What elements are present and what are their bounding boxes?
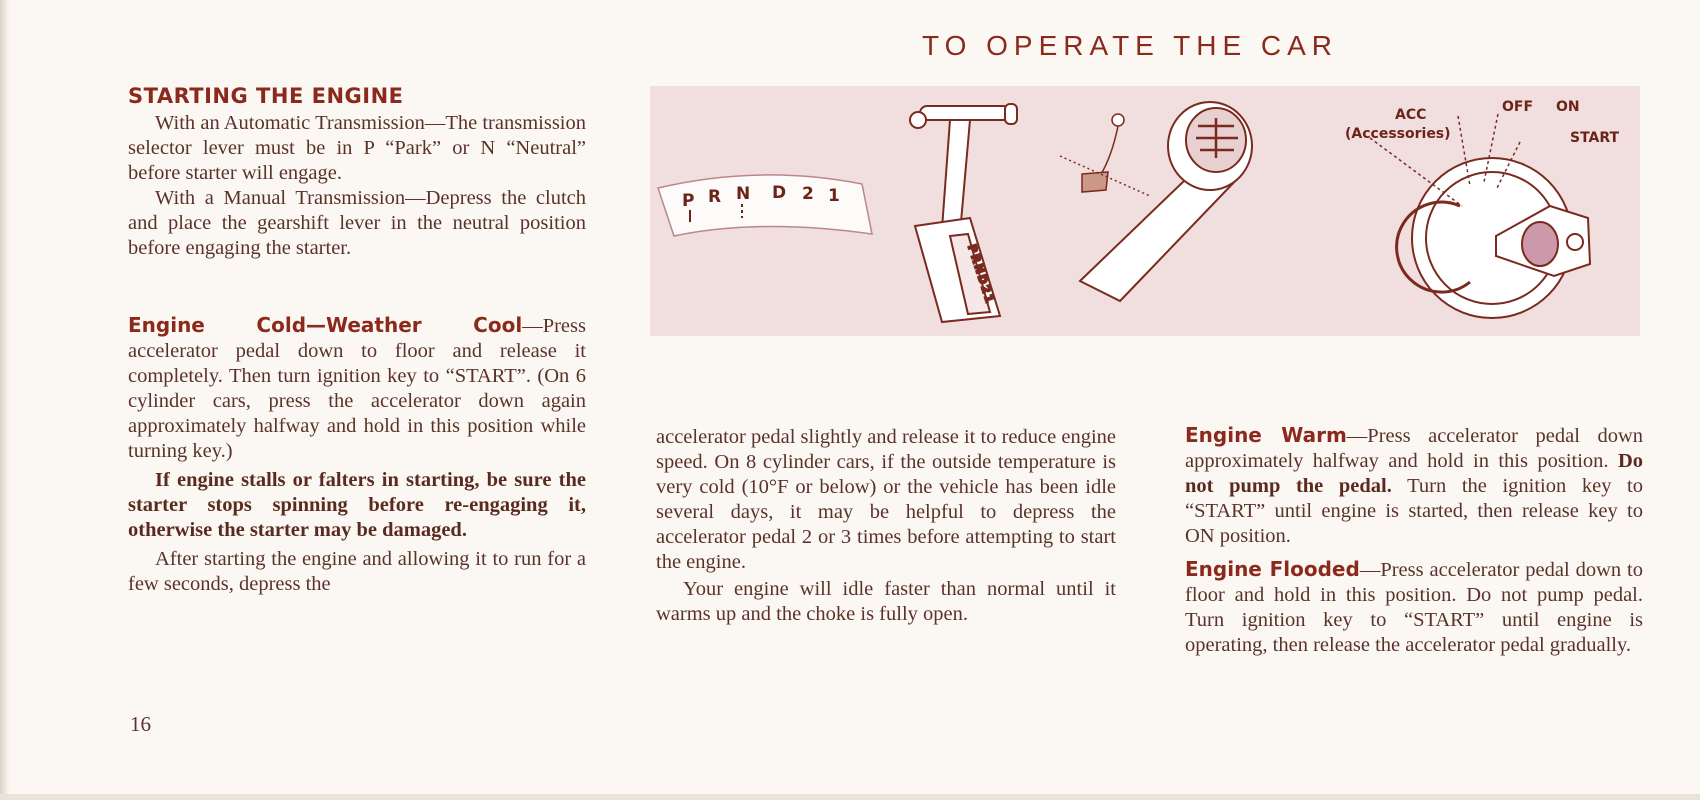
page-number: 16	[130, 712, 151, 736]
controls-illustration	[650, 86, 1640, 336]
starter-warning: If engine stalls or falters in starting, be sure the starter stops spinning before re-engaging it, otherwise the starter may be damaged.	[128, 469, 586, 541]
column-right	[1185, 423, 1643, 658]
ignition-label-on: ON	[1556, 99, 1580, 115]
automatic-transmission-paragraph: With an Automatic Transmission—The transmission selector lever must be in P “Park” or N “Neutral” before starter will engage.	[128, 112, 586, 184]
controls-illustration-svg	[650, 86, 1640, 336]
ignition-label-start: START	[1570, 130, 1620, 146]
gear-1: 1	[828, 186, 840, 206]
engine-flooded-text: —Press accelerator pedal down to floor and hold in this position. Do not pump pedal. Turn ignition key to “START” until engine is operating, then release the accelerator pedal gradually.	[1185, 559, 1643, 656]
ignition-label-off: OFF	[1502, 99, 1534, 115]
after-starting-paragraph: After starting the engine and allowing it to run for a few seconds, depress the	[128, 548, 586, 595]
engine-cold-paragraph	[128, 313, 586, 464]
gear-2: 2	[802, 184, 814, 204]
section-title: STARTING THE ENGINE	[128, 84, 404, 108]
shift-knob-icon	[1080, 102, 1252, 301]
manual-transmission-paragraph: With a Manual Transmission—Depress the clutch and place the gearshift lever in the neutral position before engaging the starter.	[128, 187, 586, 259]
ignition-label-accessories: (Accessories)	[1345, 126, 1451, 142]
engine-flooded-paragraph	[1185, 557, 1643, 658]
gear-p: P	[682, 191, 695, 211]
accelerator-paragraph: accelerator pedal slightly and release it to reduce engine speed. On 8 cylinder cars, if the outside temperature is very cold (10°F or below) or the vehicle has been idle several days, it may be helpful to depress the accelerator pedal 2 or 3 times before attempting to start the engine.	[656, 426, 1116, 573]
engine-warm-text-a: —Press accelerator pedal down approximately halfway and hold in this position.	[1185, 425, 1643, 472]
engine-warm-heading: Engine Warm	[1185, 423, 1347, 447]
page-binding-edge	[0, 0, 10, 800]
column-lever-markings: PRND21	[965, 242, 997, 307]
engine-warm-text-b: Turn the ignition key to “START” until engine is started, then release key to ON position.	[1185, 475, 1643, 547]
column-left	[128, 84, 586, 597]
do-not-pump-warning: Do not pump the pedal.	[1185, 450, 1643, 497]
column-middle	[656, 425, 1116, 627]
gear-r: R	[708, 187, 722, 207]
ignition-label-acc: ACC	[1395, 107, 1427, 123]
page-bottom-edge	[0, 794, 1700, 800]
idle-paragraph: Your engine will idle faster than normal until it warms up and the choke is fully open.	[656, 578, 1116, 625]
manual-stick-icon	[1060, 114, 1150, 196]
engine-warm-paragraph	[1185, 423, 1643, 549]
engine-flooded-heading: Engine Flooded	[1185, 557, 1360, 581]
floor-shifter-icon	[910, 104, 1017, 322]
page-title: TO OPERATE THE CAR	[921, 30, 1339, 61]
gear-indicator	[658, 175, 872, 236]
engine-cold-text: —Press accelerator pedal down to floor and release it completely. Then turn ignition key to “START”. (On 6 cylinder cars, press the accelerator down again approximately halfway and hold in this position while turning key.)	[128, 315, 586, 462]
gear-d: D	[772, 183, 787, 203]
ignition-switch-icon	[1370, 114, 1590, 318]
engine-cold-heading: Engine Cold—Weather Cool	[128, 313, 523, 337]
gear-n: N	[736, 184, 751, 204]
